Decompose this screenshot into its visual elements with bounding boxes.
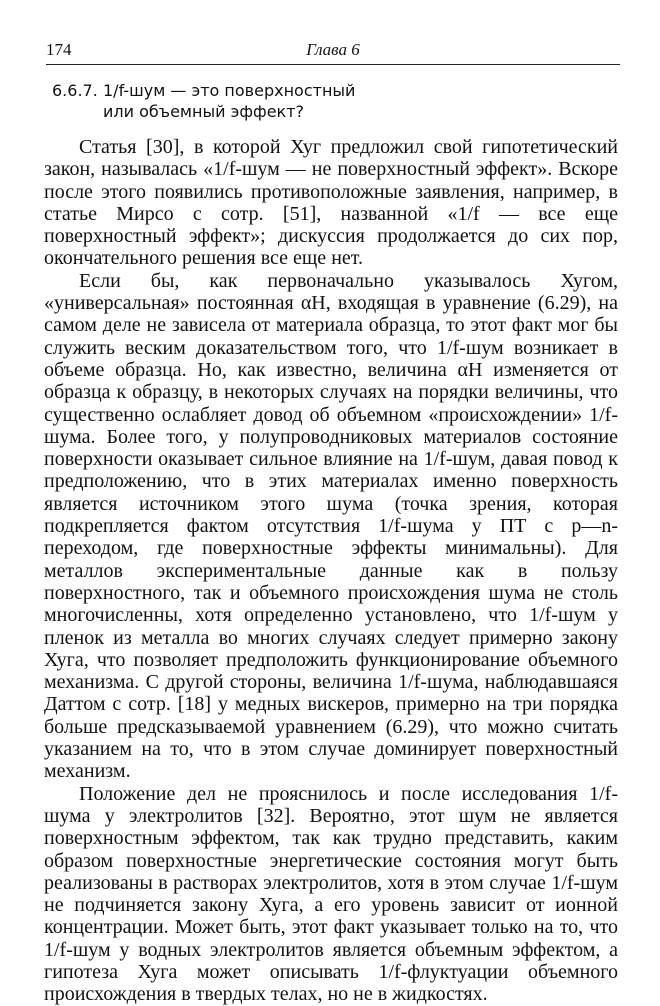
section-title-line-1: 1/f-шум — это поверхностный	[103, 81, 356, 100]
section-heading	[52, 80, 452, 122]
header-rule	[46, 64, 620, 65]
page-number: 174	[46, 40, 72, 59]
running-head	[46, 40, 620, 64]
paragraph-3: Положение дел не прояснилось и после исследования 1/f-шума у электролитов [32]. Вероятно, этот шум не является поверхностным эффектом, так как трудно представить, каким образом поверхностные энергетические состояния могут быть реализованы в растворах электролитов, хотя в этом случае 1/f-шум не подчиняется закону Хуга, а его уровень зависит от ионной концентрации. Может быть, этот факт указывает только на то, что 1/f-шум у водных электролитов является объемным эффектом, а гипотеза Хуга может описывать 1/f-флуктуации объемного происхождения в твердых телах, но не в жидкостях.	[44, 782, 618, 1006]
body-text	[44, 136, 618, 1006]
chapter-title: Глава 6	[306, 40, 360, 59]
section-title-line-2: или объемный эффект?	[103, 102, 305, 121]
paragraph-1: Статья [30], в которой Хуг предложил свой гипотетический закон, называлась «1/f-шум — не поверхностный эффект». Вскоре после этого появились противоположные заявления, например, в статье Мирсо с сотр. [51], названной «1/f — все еще поверхностный эффект»; дискуссия продолжается до сих пор, окончательного решения все еще нет.	[44, 136, 618, 270]
section-number: 6.6.7.	[52, 81, 98, 100]
paragraph-2: Если бы, как первоначально указывалось Хугом, «универсальная» постоянная αH, входящая в уравнение (6.29), на самом деле не зависела от материала образца, то этот факт мог бы служить веским доказательством того, что 1/f-шум возникает в объеме образца. Но, как известно, величина αH изменяется от образца к образцу, в некоторых случаях на порядки величины, что существенно ослабляет довод об объемном «происхождении» 1/f-шума. Более того, у полупроводниковых материалов состояние поверхности оказывает сильное влияние на 1/f-шум, давая повод к предположению, что в этих материалах именно поверхность является источником этого шума (точка зрения, которая подкрепляется фактом отсутствия 1/f-шума у ПТ с p—n-переходом, где поверхностные эффекты минимальны). Для металлов экспериментальные данные как в пользу поверхностного, так и объемного происхождения шума не столь многочисленны, хотя определенно установлено, что 1/f-шум у пленок из металла во многих случаях следует примерно закону Хуга, что позволяет предположить функционирование объемного механизма. С другой стороны, величина 1/f-шума, наблюдавшаяся Даттом с сотр. [18] у медных вискеров, примерно на три порядка больше предсказываемой уравнением (6.29), что можно считать указанием на то, что в этом случае доминирует поверхностный механизм.	[44, 269, 618, 783]
